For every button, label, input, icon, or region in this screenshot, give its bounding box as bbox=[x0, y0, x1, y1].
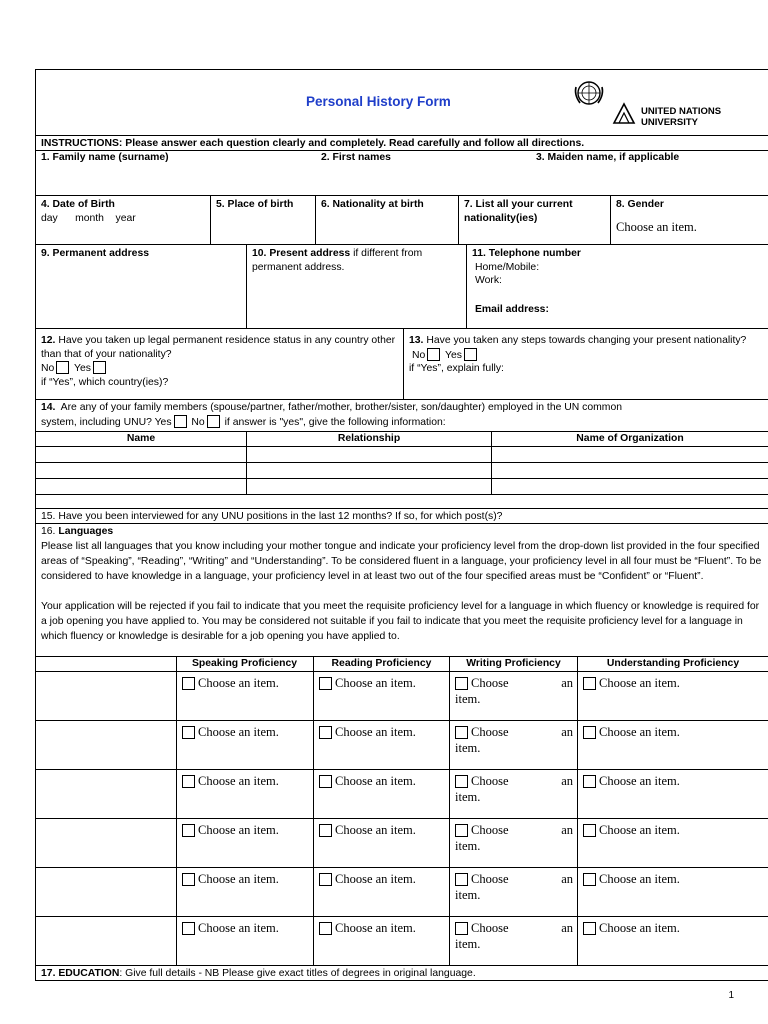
family-table-row bbox=[35, 479, 768, 495]
reading-checkbox[interactable] bbox=[319, 824, 332, 837]
lang-table-body bbox=[35, 672, 768, 966]
q14-yes-label: system, including UNU? Yes bbox=[41, 416, 172, 428]
speaking-choice-text: Choose an item. bbox=[198, 823, 279, 837]
language-row bbox=[35, 868, 768, 917]
maiden-name-label[interactable]: 3. Maiden name, if applicable bbox=[536, 152, 680, 163]
family-table-organization-header: Name of Organization bbox=[491, 432, 768, 446]
present-address-label: 10. Present address bbox=[252, 248, 351, 259]
understanding-proficiency-cell bbox=[577, 721, 768, 769]
reading-proficiency-dropdown[interactable] bbox=[319, 773, 445, 789]
org-name-line1: UNITED NATIONS bbox=[641, 106, 722, 117]
speaking-checkbox[interactable] bbox=[182, 922, 195, 935]
understanding-proficiency-cell bbox=[577, 770, 768, 818]
writing-proficiency-cell bbox=[449, 672, 577, 720]
language-name-input[interactable] bbox=[36, 868, 176, 916]
understanding-proficiency-dropdown[interactable] bbox=[583, 822, 764, 838]
reading-checkbox[interactable] bbox=[319, 873, 332, 886]
q12-followup: if “Yes”, which country(ies)? bbox=[41, 376, 169, 388]
page-number: 1 bbox=[728, 990, 734, 1001]
writing-proficiency-cell bbox=[449, 917, 577, 965]
language-row bbox=[35, 819, 768, 868]
understanding-checkbox[interactable] bbox=[583, 775, 596, 788]
understanding-proficiency-cell bbox=[577, 819, 768, 867]
speaking-checkbox[interactable] bbox=[182, 677, 195, 690]
understanding-proficiency-dropdown[interactable] bbox=[583, 724, 764, 740]
writing-checkbox[interactable] bbox=[455, 873, 468, 886]
family-relationship-input[interactable] bbox=[246, 479, 491, 494]
writing-choice-text: Choose an item. bbox=[455, 823, 573, 853]
reading-proficiency-cell bbox=[313, 819, 449, 867]
language-row bbox=[35, 917, 768, 966]
reading-proficiency-dropdown[interactable] bbox=[319, 675, 445, 691]
q14-cell bbox=[36, 400, 768, 431]
current-nationality-label[interactable]: 7. List all your current nationality(ies) bbox=[458, 196, 610, 244]
date-of-birth-label: 4. Date of Birth bbox=[41, 199, 115, 210]
writing-proficiency-cell bbox=[449, 819, 577, 867]
writing-proficiency-cell bbox=[449, 868, 577, 916]
understanding-proficiency-dropdown[interactable] bbox=[583, 675, 764, 691]
gender-dropdown[interactable]: Choose an item. bbox=[616, 219, 697, 234]
q14-number: 14. bbox=[41, 402, 56, 413]
nationality-at-birth-label[interactable]: 6. Nationality at birth bbox=[315, 196, 458, 244]
writing-checkbox[interactable] bbox=[455, 824, 468, 837]
writing-checkbox[interactable] bbox=[455, 677, 468, 690]
present-address-cell[interactable] bbox=[246, 245, 466, 328]
reading-proficiency-dropdown[interactable] bbox=[319, 822, 445, 838]
speaking-choice-text: Choose an item. bbox=[198, 725, 279, 739]
speaking-checkbox[interactable] bbox=[182, 824, 195, 837]
reading-checkbox[interactable] bbox=[319, 677, 332, 690]
family-table-spacer bbox=[35, 495, 768, 509]
reading-proficiency-cell bbox=[313, 770, 449, 818]
reading-proficiency-cell bbox=[313, 721, 449, 769]
understanding-choice-text: Choose an item. bbox=[599, 774, 680, 788]
understanding-checkbox[interactable] bbox=[583, 824, 596, 837]
q14-no-label: No bbox=[191, 416, 205, 428]
q12-cell bbox=[36, 329, 403, 399]
understanding-proficiency-cell bbox=[577, 917, 768, 965]
speaking-proficiency-cell bbox=[176, 868, 313, 916]
speaking-proficiency-dropdown[interactable] bbox=[182, 920, 309, 936]
residence-row bbox=[35, 329, 768, 400]
speaking-proficiency-cell bbox=[176, 721, 313, 769]
speaking-proficiency-dropdown[interactable] bbox=[182, 822, 309, 838]
q16-number: 16. bbox=[41, 526, 59, 537]
reading-choice-text: Choose an item. bbox=[335, 921, 416, 935]
present-address-note: if different from permanent address. bbox=[252, 248, 423, 273]
reading-header: Reading Proficiency bbox=[313, 657, 449, 671]
family-name-label[interactable]: 1. Family name (surname) bbox=[41, 152, 169, 163]
reading-proficiency-cell bbox=[313, 868, 449, 916]
form-title: Personal History Form bbox=[306, 94, 451, 109]
family-table-relationship-header: Relationship bbox=[246, 432, 491, 446]
speaking-choice-text: Choose an item. bbox=[198, 872, 279, 886]
understanding-checkbox[interactable] bbox=[583, 726, 596, 739]
language-name-input[interactable] bbox=[36, 917, 176, 965]
writing-choice-text: Choose an item. bbox=[455, 676, 573, 706]
writing-proficiency-dropdown[interactable] bbox=[455, 675, 573, 707]
interviewed-row bbox=[35, 509, 768, 524]
writing-choice-text: Choose an item. bbox=[455, 725, 573, 755]
reading-choice-text: Choose an item. bbox=[335, 774, 416, 788]
writing-checkbox[interactable] bbox=[455, 726, 468, 739]
q16-paragraph-1: Please list all languages that you know including your mother tongue and indicate your proficiency level from the drop-down list provided in the four specified areas of “Speaking”, “Reading”, “Writing” and “Understanding”. To be considered fluent in a language, your proficiency level in all four must be “Fluent”. To be considered to have knowledge in a language, your proficiency level in at least two out of the four specified areas must be “Confident” or “Fluent”. bbox=[41, 540, 762, 582]
lang-table-header bbox=[35, 657, 768, 672]
q17-cell bbox=[36, 966, 768, 980]
speaking-choice-text: Choose an item. bbox=[198, 921, 279, 935]
reading-proficiency-dropdown[interactable] bbox=[319, 871, 445, 887]
spacer-cell bbox=[246, 495, 491, 508]
understanding-choice-text: Choose an item. bbox=[599, 676, 680, 690]
q13-followup: if “Yes”, explain fully: bbox=[409, 363, 504, 374]
q14-followup: if answer is "yes", give the following information: bbox=[224, 416, 446, 428]
family-organization-input[interactable] bbox=[491, 463, 768, 478]
q13-cell bbox=[403, 329, 768, 399]
family-organization-input[interactable] bbox=[491, 447, 768, 462]
q13-yes-label: Yes bbox=[445, 349, 462, 361]
writing-proficiency-dropdown[interactable] bbox=[455, 773, 573, 805]
language-name-input[interactable] bbox=[36, 819, 176, 867]
writing-choice-text: Choose an item. bbox=[455, 921, 573, 951]
reading-proficiency-cell bbox=[313, 672, 449, 720]
q12-no-label: No bbox=[41, 363, 55, 374]
education-row bbox=[35, 966, 768, 981]
writing-proficiency-dropdown[interactable] bbox=[455, 724, 573, 756]
q13-yes-checkbox[interactable] bbox=[464, 348, 477, 361]
q16-paragraph-2: Your application will be rejected if you fail to indicate that you meet the requisite proficiency level for a language in which fluency or knowledge is required for a job opening you have applied to. You may be considered not suitable if you fail to indicate that you meet the requisite proficiency level for a language in which fluency or knowledge is desirable for a job opening you have applied to. bbox=[41, 600, 760, 642]
header-divider bbox=[176, 657, 177, 671]
date-of-birth-sub: day month year bbox=[41, 212, 136, 224]
reading-proficiency-dropdown[interactable] bbox=[319, 724, 445, 740]
q14-yes-checkbox[interactable] bbox=[174, 415, 187, 428]
family-table-name-header: Name bbox=[126, 433, 156, 444]
reading-checkbox[interactable] bbox=[319, 775, 332, 788]
writing-header: Writing Proficiency bbox=[449, 657, 577, 671]
reading-checkbox[interactable] bbox=[319, 726, 332, 739]
instructions-row bbox=[35, 136, 768, 151]
understanding-proficiency-dropdown[interactable] bbox=[583, 920, 764, 936]
form-page bbox=[35, 69, 768, 981]
understanding-proficiency-dropdown[interactable] bbox=[583, 773, 764, 789]
language-row bbox=[35, 770, 768, 819]
understanding-choice-text: Choose an item. bbox=[599, 872, 680, 886]
understanding-choice-text: Choose an item. bbox=[599, 725, 680, 739]
reading-choice-text: Choose an item. bbox=[335, 676, 416, 690]
q12-yes-checkbox[interactable] bbox=[93, 361, 106, 374]
writing-proficiency-dropdown[interactable] bbox=[455, 871, 573, 903]
q16-title: Languages bbox=[58, 526, 114, 537]
writing-proficiency-dropdown[interactable] bbox=[455, 920, 573, 952]
telephone-cell bbox=[466, 245, 768, 328]
family-name-input[interactable] bbox=[36, 479, 246, 494]
writing-proficiency-dropdown[interactable] bbox=[455, 822, 573, 854]
family-organization-input[interactable] bbox=[491, 479, 768, 494]
language-name-input[interactable] bbox=[36, 770, 176, 818]
q13-question: Have you taken any steps towards changing your present nationality? bbox=[423, 335, 747, 346]
understanding-proficiency-cell bbox=[577, 672, 768, 720]
speaking-choice-text: Choose an item. bbox=[198, 774, 279, 788]
family-table-row bbox=[35, 463, 768, 479]
reading-proficiency-dropdown[interactable] bbox=[319, 920, 445, 936]
q16-cell bbox=[36, 524, 768, 656]
understanding-proficiency-dropdown[interactable] bbox=[583, 871, 764, 887]
understanding-checkbox[interactable] bbox=[583, 677, 596, 690]
name-row bbox=[35, 151, 768, 196]
family-employed-row bbox=[35, 400, 768, 432]
q12-question: Have you taken up legal permanent residence status in any country other than that of your nationality? bbox=[41, 335, 396, 360]
reading-choice-text: Choose an item. bbox=[335, 823, 416, 837]
writing-checkbox[interactable] bbox=[455, 775, 468, 788]
speaking-checkbox[interactable] bbox=[182, 873, 195, 886]
family-table-body bbox=[35, 447, 768, 495]
birth-row bbox=[35, 196, 768, 245]
speaking-checkbox[interactable] bbox=[182, 775, 195, 788]
understanding-header: Understanding Proficiency bbox=[577, 657, 768, 671]
date-of-birth-cell[interactable] bbox=[36, 196, 210, 244]
q14-question: Are any of your family members (spouse/partner, father/mother, brother/sister, son/daughter) employed in the UN common bbox=[55, 402, 623, 413]
reading-choice-text: Choose an item. bbox=[335, 872, 416, 886]
speaking-proficiency-dropdown[interactable] bbox=[182, 675, 309, 691]
q12-no-checkbox[interactable] bbox=[56, 361, 69, 374]
work-phone-label[interactable]: Work: bbox=[475, 275, 502, 286]
speaking-proficiency-cell bbox=[176, 819, 313, 867]
understanding-checkbox[interactable] bbox=[583, 922, 596, 935]
speaking-proficiency-cell bbox=[176, 917, 313, 965]
place-of-birth-label[interactable]: 5. Place of birth bbox=[210, 196, 315, 244]
instructions-text: INSTRUCTIONS: Please answer each question clearly and completely. Read carefully and follow all directions. bbox=[41, 138, 585, 149]
understanding-choice-text: Choose an item. bbox=[599, 823, 680, 837]
speaking-header: Speaking Proficiency bbox=[191, 658, 298, 669]
language-name-input[interactable] bbox=[36, 672, 176, 720]
writing-proficiency-cell bbox=[449, 721, 577, 769]
understanding-proficiency-cell bbox=[577, 868, 768, 916]
family-name-input[interactable] bbox=[36, 463, 246, 478]
q12-yes-label: Yes bbox=[74, 363, 91, 374]
writing-choice-text: Choose an item. bbox=[455, 774, 573, 804]
first-names-label[interactable]: 2. First names bbox=[321, 152, 391, 163]
q15-question[interactable]: 15. Have you been interviewed for any UNU positions in the last 12 months? If so, for which post(s)? bbox=[41, 511, 503, 522]
family-table-row bbox=[35, 447, 768, 463]
family-name-input[interactable] bbox=[36, 447, 246, 462]
speaking-proficiency-dropdown[interactable] bbox=[182, 724, 309, 740]
un-emblem-icon bbox=[572, 79, 606, 109]
q12-number: 12. bbox=[41, 335, 56, 346]
speaking-proficiency-cell bbox=[176, 672, 313, 720]
gender-cell bbox=[610, 196, 768, 244]
reading-choice-text: Choose an item. bbox=[335, 725, 416, 739]
understanding-checkbox[interactable] bbox=[583, 873, 596, 886]
q13-no-label: No bbox=[412, 349, 426, 361]
address-row bbox=[35, 245, 768, 329]
q17-title: . EDUCATION bbox=[52, 968, 120, 979]
q13-number: 13. bbox=[409, 335, 424, 346]
org-name-line2: UNIVERSITY bbox=[641, 117, 699, 128]
email-address-label[interactable]: Email address: bbox=[475, 303, 549, 315]
family-relationship-input[interactable] bbox=[246, 447, 491, 462]
unu-logo-icon bbox=[611, 101, 637, 127]
speaking-proficiency-cell bbox=[176, 770, 313, 818]
q17-text: : Give full details - NB Please give exact titles of degrees in original language. bbox=[119, 968, 476, 979]
q17-number: 17 bbox=[41, 968, 53, 979]
writing-choice-text: Choose an item. bbox=[455, 872, 573, 902]
permanent-address-label[interactable]: 9. Permanent address bbox=[41, 248, 149, 259]
speaking-proficiency-dropdown[interactable] bbox=[182, 871, 309, 887]
writing-checkbox[interactable] bbox=[455, 922, 468, 935]
reading-proficiency-cell bbox=[313, 917, 449, 965]
reading-checkbox[interactable] bbox=[319, 922, 332, 935]
language-row bbox=[35, 672, 768, 721]
speaking-checkbox[interactable] bbox=[182, 726, 195, 739]
language-name-input[interactable] bbox=[36, 721, 176, 769]
understanding-choice-text: Choose an item. bbox=[599, 921, 680, 935]
family-table-header bbox=[35, 432, 768, 447]
speaking-proficiency-dropdown[interactable] bbox=[182, 773, 309, 789]
telephone-label: 11. Telephone number bbox=[472, 248, 581, 259]
family-relationship-input[interactable] bbox=[246, 463, 491, 478]
gender-label: 8. Gender bbox=[616, 199, 664, 210]
writing-proficiency-cell bbox=[449, 770, 577, 818]
language-row bbox=[35, 721, 768, 770]
languages-row bbox=[35, 524, 768, 657]
form-header bbox=[35, 69, 768, 136]
q14-no-checkbox[interactable] bbox=[207, 415, 220, 428]
home-mobile-label[interactable]: Home/Mobile: bbox=[475, 261, 540, 273]
speaking-choice-text: Choose an item. bbox=[198, 676, 279, 690]
q13-no-checkbox[interactable] bbox=[427, 348, 440, 361]
